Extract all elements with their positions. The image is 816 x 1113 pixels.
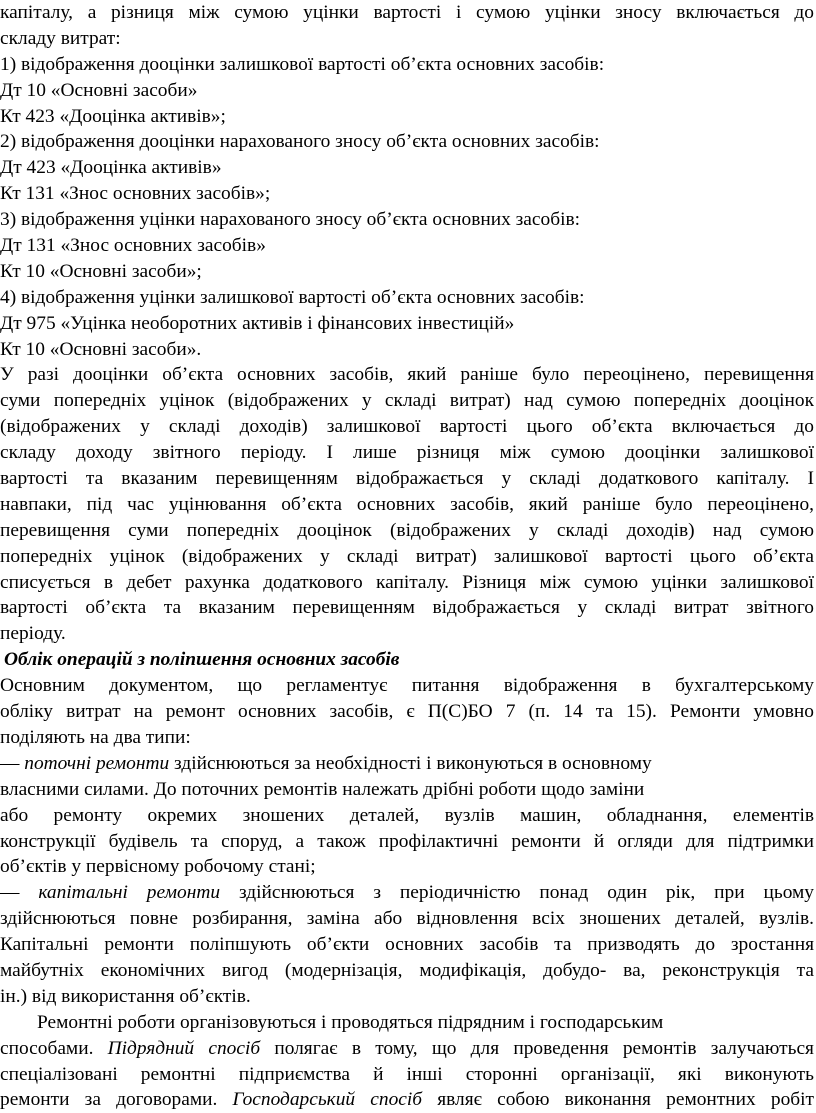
paragraph-line: складу доходу звітного періоду. І лише різниця між сумою дооцінки залишкової (0, 442, 814, 464)
paragraph-line (0, 1087, 814, 1113)
paragraph-line (0, 1036, 814, 1062)
paragraph-line: капіталу, а різниця між сумою уцінки вартості і сумою уцінки зносу включається до (0, 2, 814, 23)
paragraph-line: У разі дооцінки об’єкта основних засобів, який раніше було переоцінено, перевищення (0, 364, 814, 386)
paragraph-line: здійснюються повне розбирання, заміна або відновлення всіх зношених деталей, вузлів. (0, 908, 814, 930)
paragraph-line: вартості та вказаним перевищенням відображається у складі додаткового капіталу. І (0, 468, 814, 490)
term-in-house-method: Господарський спосіб (232, 1089, 423, 1111)
entry-debit: Дт 10 «Основні засоби» (0, 79, 198, 101)
paragraph-line: Основним документом, що регламентує питання відображення в бухгалтерському (0, 675, 814, 697)
paragraph-line: або ремонту окремих зношених деталей, вузлів машин, обладнання, елементів (0, 804, 814, 826)
entry-credit: Кт 10 «Основні засоби». (0, 338, 202, 360)
paragraph-line: навпаки, під час уцінювання об’єкта основних засобів, який раніше було переоцінено, (0, 493, 814, 515)
entry-title: 3) відображення уцінки нарахованого зносу об’єкта основних засобів: (0, 209, 581, 231)
paragraph-line: перевищення суми попередніх дооцінок (відображених у складі доходів) над сумою (0, 519, 814, 541)
paragraph-line: складу витрат: (0, 27, 121, 49)
item-text: здійснюються за необхідності і виконуються в основному (174, 752, 652, 774)
entry-debit: Дт 423 «Дооцінка активів» (0, 157, 222, 179)
paragraph-line: вартості об’єкта та вказаним перевищенням відображається у складі витрат звітного (0, 597, 814, 619)
term-current-repairs: поточні ремонти (24, 752, 170, 774)
text-run: способами. (0, 1037, 94, 1059)
paragraph-line: майбутніх економічних вигод (модернізація, модифікація, добудо- ва, реконструкція та (0, 959, 814, 981)
dash-mark: — (0, 752, 20, 774)
list-item-current-repairs (0, 751, 814, 777)
entry-credit: Кт 10 «Основні засоби»; (0, 260, 202, 282)
term-contract-method: Підрядний спосіб (107, 1037, 261, 1059)
text-run: полягає в тому, що для проведення ремонтів залучаються (274, 1037, 814, 1059)
entry-credit: Кт 423 «Дооцінка активів»; (0, 105, 226, 127)
entry-debit: Дт 131 «Знос основних засобів» (0, 235, 266, 257)
paragraph-line: ін.) від використання об’єктів. (0, 985, 251, 1007)
paragraph-line: (відображених у складі доходів) залишкової вартості цього об’єкта включається до (0, 416, 814, 438)
paragraph-line: попередніх уцінок (відображених у складі витрат) залишкової вартості цього об’єкта (0, 545, 814, 567)
paragraph-line: суми попередніх уцінок (відображених у складі витрат) над сумою попередніх дооцінок (0, 390, 814, 412)
entry-debit: Дт 975 «Уцінка необоротних активів і фінансових інвестицій» (0, 312, 515, 334)
paragraph-line: обліку витрат на ремонт основних засобів, є П(С)БО 7 (п. 14 та 15). Ремонти умовно (0, 701, 814, 723)
paragraph-line: об’єктів у первісному робочому стані; (0, 856, 316, 878)
item-text: здійснюються з періодичністю понад один рік, при цьому (238, 882, 814, 904)
paragraph-line: Капітальні ремонти поліпшують об’єкти основних засобів та призводять до зростання (0, 934, 814, 956)
paragraph-line: списується в дебет рахунка додаткового капіталу. Різниця між сумою уцінки залишкової (0, 571, 814, 593)
paragraph-line: Ремонтні роботи організовуються і проводяться підрядним і господарським (37, 1011, 664, 1033)
entry-title: 4) відображення уцінки залишкової вартості об’єкта основних засобів: (0, 286, 585, 308)
list-item-capital-repairs (0, 880, 814, 906)
term-capital-repairs: капітальні ремонти (38, 882, 221, 904)
text-run: являє собою виконання ремонтних робіт (437, 1089, 814, 1111)
paragraph-line: спеціалізовані ремонтні підприємства й інші сторонні організації, які виконують (0, 1063, 814, 1085)
entry-credit: Кт 131 «Знос основних засобів»; (0, 183, 271, 205)
text-run: ремонти за договорами. (0, 1089, 218, 1111)
entry-title: 1) відображення дооцінки залишкової вартості об’єкта основних засобів: (0, 53, 605, 75)
dash-mark: — (0, 882, 20, 904)
paragraph-line: періоду. (0, 623, 66, 645)
section-heading: Облік операцій з поліпшення основних засобів (4, 649, 400, 671)
paragraph-line: поділяють на два типи: (0, 726, 191, 748)
paragraph-line: власними силами. До поточних ремонтів належать дрібні роботи щодо заміни (0, 778, 645, 800)
paragraph-line: конструкції будівель та споруд, а також профілактичні ремонти й огляди для підтримки (0, 830, 814, 852)
entry-title: 2) відображення дооцінки нарахованого зносу об’єкта основних засобів: (0, 131, 600, 153)
